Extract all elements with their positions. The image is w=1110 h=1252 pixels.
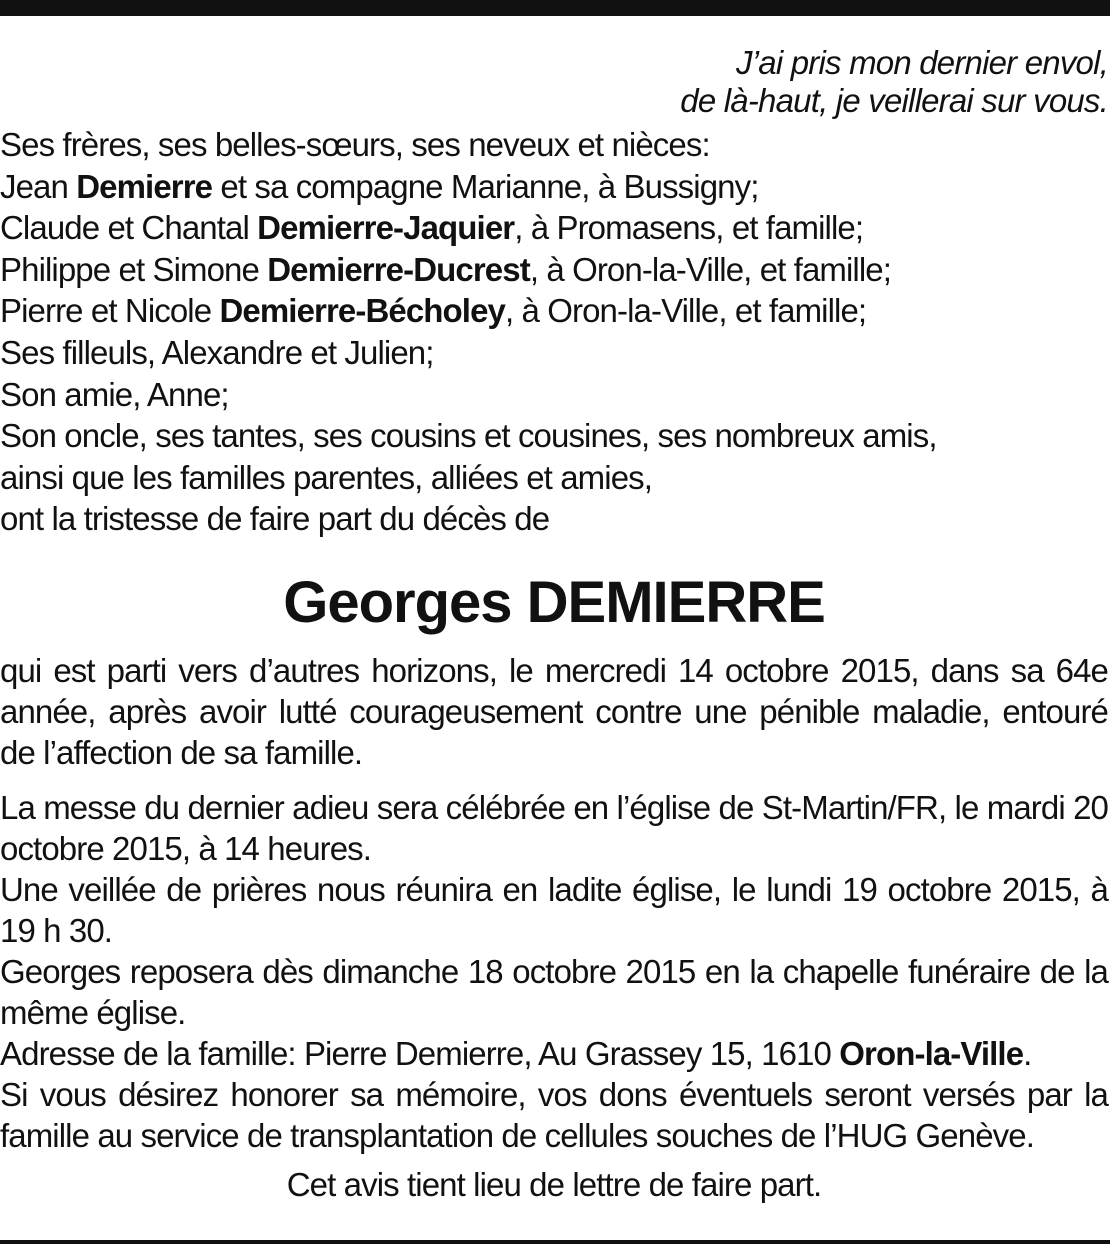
address-town: Oron-la-Ville <box>839 1034 1024 1072</box>
donation-paragraph: Si vous désirez honorer sa mémoire, vos dons éventuels seront versés par la famille au service de transplantation de cellules souches de l’HUG Genève. <box>0 1075 1108 1154</box>
family-surname: Demierre <box>76 167 213 205</box>
family-line: ainsi que les familles parentes, alliées et amies, <box>0 458 653 496</box>
bottom-border-rule <box>0 1240 1110 1244</box>
family-line: Pierre et Nicole Demierre-Bécholey, à Oron-la-Ville, et famille; <box>0 292 867 330</box>
epigraph-line-2: de là-haut, je veillerai sur vous. <box>680 82 1108 119</box>
family-address-paragraph: Adresse de la famille: Pierre Demierre, Au Grassey 15, 1610 Oron-la-Ville. <box>0 1034 1032 1072</box>
epigraph-line-1: J’ai pris mon dernier envol, <box>736 44 1108 81</box>
vigil-paragraph: Une veillée de prières nous réunira en ladite église, le lundi 19 octobre 2015, à 19 h 30. <box>0 870 1108 949</box>
family-line: Son oncle, ses tantes, ses cousins et cousines, ses nombreux amis, <box>0 417 937 455</box>
family-surname: Demierre-Jaquier <box>257 209 515 247</box>
funeral-mass-paragraph: La messe du dernier adieu sera célébrée en l’église de St-Martin/FR, le mardi 20 octobre 2015, à 14 heures. <box>0 788 1108 867</box>
epigraph-quote <box>0 44 1108 120</box>
family-line: Philippe et Simone Demierre-Ducrest, à Oron-la-Ville, et famille; <box>0 250 892 288</box>
family-line: Claude et Chantal Demierre-Jaquier, à Promasens, et famille; <box>0 209 864 247</box>
death-announcement-paragraph: qui est parti vers d’autres horizons, le mercredi 14 octobre 2015, dans sa 64e année, après avoir lutté courageusement contre une pénible maladie, entouré de l’affection de sa famille. <box>0 651 1108 771</box>
obituary-notice <box>0 44 1108 1205</box>
closing-statement: Cet avis tient lieu de lettre de faire part. <box>286 1165 822 1203</box>
family-line: Ses filleuls, Alexandre et Julien; <box>0 333 434 371</box>
family-line: Jean Demierre et sa compagne Marianne, à Bussigny; <box>0 167 759 205</box>
family-line: Ses frères, ses belles-sœurs, ses neveux et nièces: <box>0 126 710 163</box>
family-surname: Demierre-Bécholey <box>219 292 505 330</box>
resting-place-paragraph: Georges reposera dès dimanche 18 octobre 2015 en la chapelle funéraire de la même église. <box>0 952 1108 1031</box>
top-border-rule <box>0 0 1110 16</box>
family-line: ont la tristesse de faire part du décès de <box>0 500 550 538</box>
deceased-name-heading: Georges DEMIERRE <box>283 569 825 635</box>
family-surname: Demierre-Ducrest <box>267 250 530 288</box>
family-line: Son amie, Anne; <box>0 375 229 413</box>
family-mourners-list <box>0 124 1108 540</box>
